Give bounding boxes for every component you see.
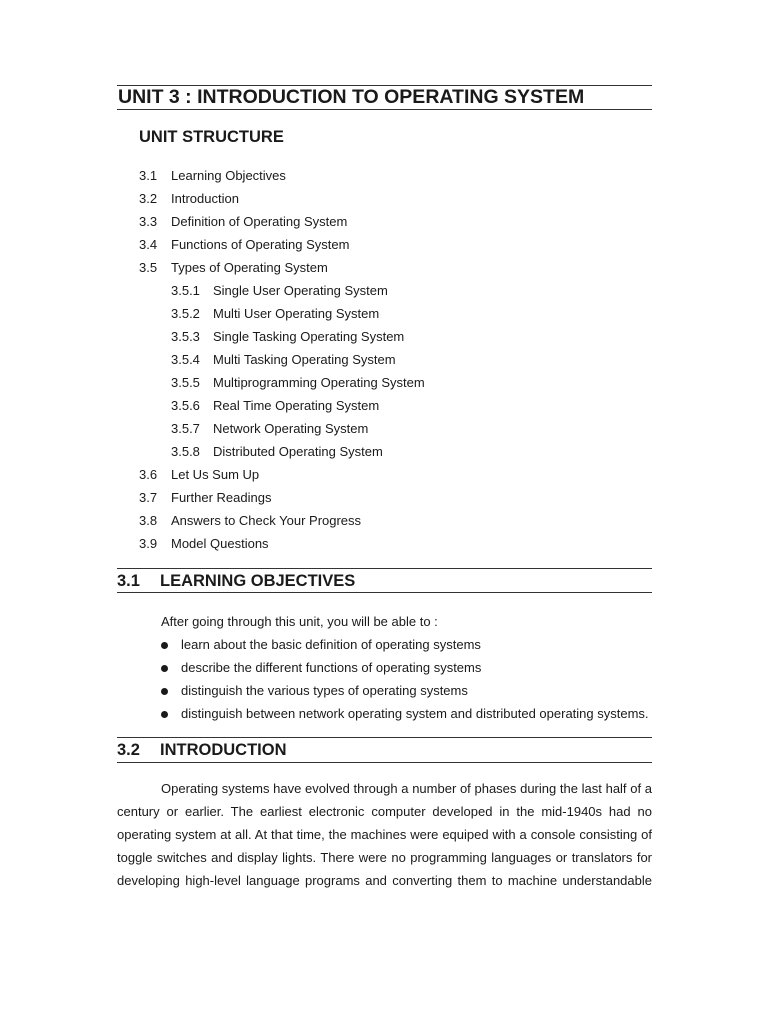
toc-item-number: 3.9 [139,536,158,551]
bullet-text: distinguish between network operating system and distributed operating systems. [181,706,649,721]
paragraph-line: toggle switches and display lights. There were no programming languages or translators for [117,850,652,865]
section-number: 3.1 [117,572,140,590]
section-bottom-rule [117,762,652,763]
section-title: INTRODUCTION [160,741,287,759]
toc-item-text: Multi User Operating System [213,306,380,321]
toc-item-number: 3.6 [139,467,158,482]
section-title: LEARNING OBJECTIVES [160,572,356,590]
toc-item-text: Multiprogramming Operating System [213,375,425,390]
toc-item-number: 3.8 [139,513,158,528]
toc-item-number: 3.7 [139,490,158,505]
bullet-dot-icon [161,665,168,672]
section-top-rule [117,737,652,738]
toc-item-number: 3.1 [139,168,158,183]
toc-item-number: 3.5 [139,260,158,275]
paragraph-line: Operating systems have evolved through a number of phases during the last half of a [161,781,652,796]
toc-item-number: 3.5.7 [171,421,200,436]
unit-title: UNIT 3 : INTRODUCTION TO OPERATING SYSTEM [118,86,585,108]
toc-item-number: 3.5.5 [171,375,200,390]
bullet-text: distinguish the various types of operating systems [181,683,468,698]
toc-item-text: Multi Tasking Operating System [213,352,396,367]
toc-item-number: 3.4 [139,237,158,252]
toc-item-number: 3.5.8 [171,444,200,459]
toc-item-number: 3.5.2 [171,306,200,321]
toc-item-number: 3.5.3 [171,329,200,344]
toc-item-text: Definition of Operating System [171,214,348,229]
unit-structure-heading: UNIT STRUCTURE [139,128,284,146]
toc-item-text: Single Tasking Operating System [213,329,405,344]
toc-item-text: Real Time Operating System [213,398,380,413]
toc-item-text: Model Questions [171,536,269,551]
bullet-dot-icon [161,688,168,695]
section-number: 3.2 [117,741,140,759]
toc-item-text: Introduction [171,191,239,206]
toc-item-text: Types of Operating System [171,260,328,275]
bullet-text: learn about the basic definition of operating systems [181,637,481,652]
toc-item-text: Let Us Sum Up [171,467,260,482]
toc-item-number: 3.5.6 [171,398,200,413]
objectives-intro: After going through this unit, you will be able to : [161,614,438,629]
section-top-rule [117,568,652,569]
bullet-text: describe the different functions of operating systems [181,660,482,675]
bullet-dot-icon [161,711,168,718]
toc-item-text: Answers to Check Your Progress [171,513,362,528]
toc-item-text: Functions of Operating System [171,237,350,252]
toc-item-text: Further Readings [171,490,272,505]
toc-item-number: 3.2 [139,191,158,206]
toc-item-text: Distributed Operating System [213,444,383,459]
paragraph-line: developing high-level language programs and converting them to machine understandable [117,873,652,888]
toc-item-number: 3.5.4 [171,352,200,367]
toc-item-text: Learning Objectives [171,168,286,183]
toc-item-number: 3.3 [139,214,158,229]
toc-item-number: 3.5.1 [171,283,200,298]
bullet-dot-icon [161,642,168,649]
toc-item-text: Single User Operating System [213,283,388,298]
title-bottom-rule [117,109,652,110]
paragraph-line: century or earlier. The earliest electronic computer developed in the mid-1940s had no [117,804,652,819]
paragraph-line: operating system at all. At that time, the machines were equiped with a console consisting of [117,827,652,842]
toc-item-text: Network Operating System [213,421,369,436]
section-bottom-rule [117,592,652,593]
